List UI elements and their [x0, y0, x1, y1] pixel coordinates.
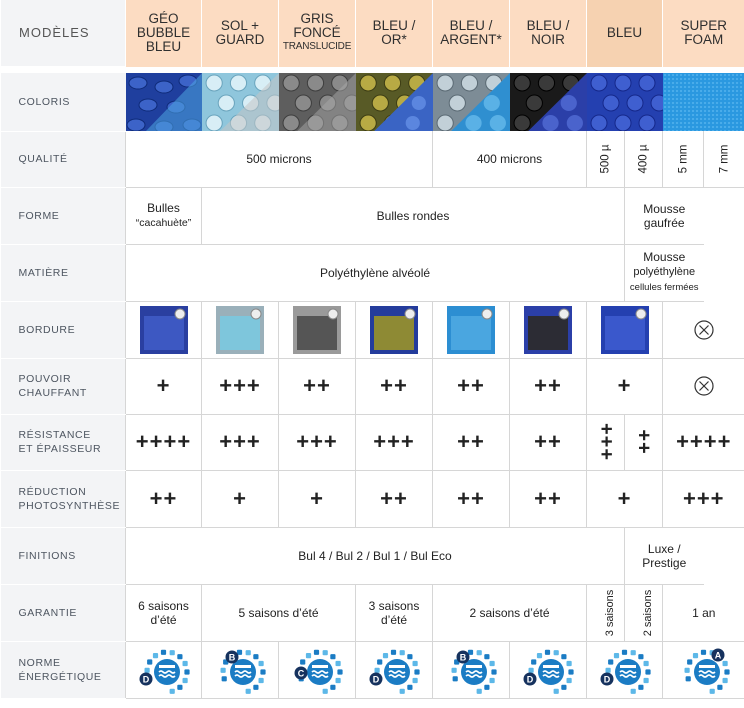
bordure-gris [279, 301, 356, 358]
energy-letter: D [526, 673, 534, 684]
garantie-bleu-or: 3 saisons d’été [356, 584, 433, 641]
forme-foam: Mousse gaufrée [625, 187, 704, 244]
border-sample-icon [447, 306, 495, 354]
pouvoir-gris: ++ [279, 358, 356, 414]
bordure-foam [663, 301, 744, 358]
model-bleu: BLEU [587, 0, 663, 67]
reduction-foam: +++ [663, 470, 744, 527]
row-forme [1, 187, 744, 244]
bubble-swatch-icon [510, 73, 587, 131]
energy-letter: C [297, 667, 305, 678]
row-resistance [1, 414, 744, 470]
energy-letter: D [372, 673, 380, 684]
energy-letter: B [459, 651, 467, 662]
border-sample-icon [524, 306, 572, 354]
energy-badge-icon [367, 644, 421, 696]
row-reduction [1, 470, 744, 527]
norme-bleu-noir [510, 641, 587, 698]
model-bleu-argent: BLEU / ARGENT* [433, 0, 510, 67]
model-bleu-or: BLEU / OR* [356, 0, 433, 67]
norme-sol-guard [202, 641, 279, 698]
bubble-swatch-icon [202, 73, 279, 131]
energy-letter: D [603, 673, 610, 684]
resistance-label: RÉSISTANCE ET ÉPAISSEUR [1, 414, 126, 470]
reduction-bleu-argent: ++ [433, 470, 510, 527]
garantie-foam: 1 an [663, 584, 744, 641]
row-finitions [1, 527, 744, 584]
qualite-foam-7mm: 7 mm [704, 131, 744, 187]
norme-gris [279, 641, 356, 698]
border-sample-icon [293, 306, 341, 354]
qualite-500: 500 microns [126, 131, 433, 187]
energy-badge-icon [137, 644, 191, 696]
qualite-bleu-400: 400 µ [625, 131, 663, 187]
resistance-bleu-500: +++ [587, 414, 625, 470]
norme-geo [126, 641, 202, 698]
resistance-gris: +++ [279, 414, 356, 470]
forme-geo: Bulles “cacahuète” [126, 187, 202, 244]
swatch-super-foam [663, 73, 744, 131]
pouvoir-bleu-or: ++ [356, 358, 433, 414]
border-sample-icon [601, 306, 649, 354]
reduction-sol-guard: + [202, 470, 279, 527]
garantie-5-saisons: 5 saisons d’été [202, 584, 356, 641]
matiere-foam: Mousse polyéthylène cellules fermées [625, 244, 704, 301]
bordure-geo [126, 301, 202, 358]
norme-bleu [587, 641, 663, 698]
models-label: MODÈLES [1, 0, 126, 67]
resistance-bleu-400: ++ [625, 414, 663, 470]
reduction-bleu-or: ++ [356, 470, 433, 527]
foam-swatch-icon [663, 73, 744, 131]
not-applicable-icon [694, 320, 714, 340]
reduction-bleu: + [587, 470, 663, 527]
energy-badge-icon [213, 644, 267, 696]
model-bleu-noir: BLEU / NOIR [510, 0, 587, 67]
energy-badge-icon [521, 644, 575, 696]
garantie-bleu-2: 2 saisons [625, 584, 663, 641]
bordure-bleu-or [356, 301, 433, 358]
model-super-foam: SUPER FOAM [663, 0, 744, 67]
finitions-foam: Luxe / Prestige [625, 527, 704, 584]
norme-bleu-argent [433, 641, 510, 698]
border-sample-icon [140, 306, 188, 354]
bubble-swatch-icon [356, 73, 433, 131]
energy-letter: D [142, 673, 149, 684]
row-norme [1, 641, 744, 698]
swatch-bleu-noir [510, 73, 587, 131]
matiere-label: MATIÈRE [1, 244, 126, 301]
reduction-label: RÉDUCTION PHOTOSYNTHÈSE [1, 470, 126, 527]
bordure-label: BORDURE [1, 301, 126, 358]
pouvoir-sol-guard: +++ [202, 358, 279, 414]
norme-label: NORME ÉNERGÉTIQUE [1, 641, 126, 698]
not-applicable-icon [694, 376, 714, 396]
header-row [1, 0, 744, 67]
reduction-bleu-noir: ++ [510, 470, 587, 527]
bordure-bleu-noir [510, 301, 587, 358]
row-bordure [1, 301, 744, 358]
pouvoir-foam [663, 358, 744, 414]
forme-label: FORME [1, 187, 126, 244]
energy-badge-icon [444, 644, 498, 696]
bubble-swatch-icon [126, 73, 202, 131]
garantie-bleu-3: 3 saisons [587, 584, 625, 641]
energy-badge-icon [598, 644, 652, 696]
energy-letter: A [714, 649, 721, 660]
bubble-swatch-icon [279, 73, 356, 131]
resistance-bleu-argent: ++ [433, 414, 510, 470]
pouvoir-geo: + [126, 358, 202, 414]
bubble-swatch-icon [587, 73, 663, 131]
row-coloris [1, 73, 744, 131]
qualite-400: 400 microns [433, 131, 587, 187]
qualite-label: QUALITÉ [1, 131, 126, 187]
resistance-sol-guard: +++ [202, 414, 279, 470]
coloris-label: COLORIS [1, 73, 126, 131]
resistance-bleu-or: +++ [356, 414, 433, 470]
swatch-geo [126, 73, 202, 131]
resistance-bleu-noir: ++ [510, 414, 587, 470]
energy-badge-icon [677, 644, 731, 696]
bubble-swatch-icon [433, 73, 510, 131]
pouvoir-bleu: + [587, 358, 663, 414]
bordure-bleu-argent [433, 301, 510, 358]
pouvoir-label: POUVOIR CHAUFFANT [1, 358, 126, 414]
row-pouvoir [1, 358, 744, 414]
model-geo-bubble-bleu: GÉO BUBBLE BLEU [126, 0, 202, 67]
energy-letter: B [228, 651, 236, 662]
swatch-bleu-argent [433, 73, 510, 131]
model-gris-fonce: GRIS FONCÉ TRANSLUCIDE [279, 0, 356, 67]
border-sample-icon [370, 306, 418, 354]
row-qualite [1, 131, 744, 187]
garantie-label: GARANTIE [1, 584, 126, 641]
pouvoir-bleu-noir: ++ [510, 358, 587, 414]
finitions-label: FINITIONS [1, 527, 126, 584]
model-sol-guard: SOL + GUARD [202, 0, 279, 67]
row-matiere [1, 244, 744, 301]
norme-bleu-or [356, 641, 433, 698]
border-sample-icon [216, 306, 264, 354]
swatch-gris [279, 73, 356, 131]
swatch-bleu [587, 73, 663, 131]
bordure-sol-guard [202, 301, 279, 358]
qualite-foam-5mm: 5 mm [663, 131, 704, 187]
swatch-sol-guard [202, 73, 279, 131]
matiere-polyethylene: Polyéthylène alvéolé [126, 244, 625, 301]
reduction-gris: + [279, 470, 356, 527]
forme-bulles-rondes: Bulles rondes [202, 187, 625, 244]
resistance-geo: ++++ [126, 414, 202, 470]
reduction-geo: ++ [126, 470, 202, 527]
resistance-foam: ++++ [663, 414, 744, 470]
finitions-bul: Bul 4 / Bul 2 / Bul 1 / Bul Eco [126, 527, 625, 584]
qualite-bleu-500: 500 µ [587, 131, 625, 187]
garantie-geo: 6 saisons d’été [126, 584, 202, 641]
row-garantie [1, 584, 744, 641]
bordure-bleu [587, 301, 663, 358]
swatch-bleu-or [356, 73, 433, 131]
pouvoir-bleu-argent: ++ [433, 358, 510, 414]
garantie-2-saisons: 2 saisons d’été [433, 584, 587, 641]
norme-foam [663, 641, 744, 698]
energy-badge-icon [290, 644, 344, 696]
